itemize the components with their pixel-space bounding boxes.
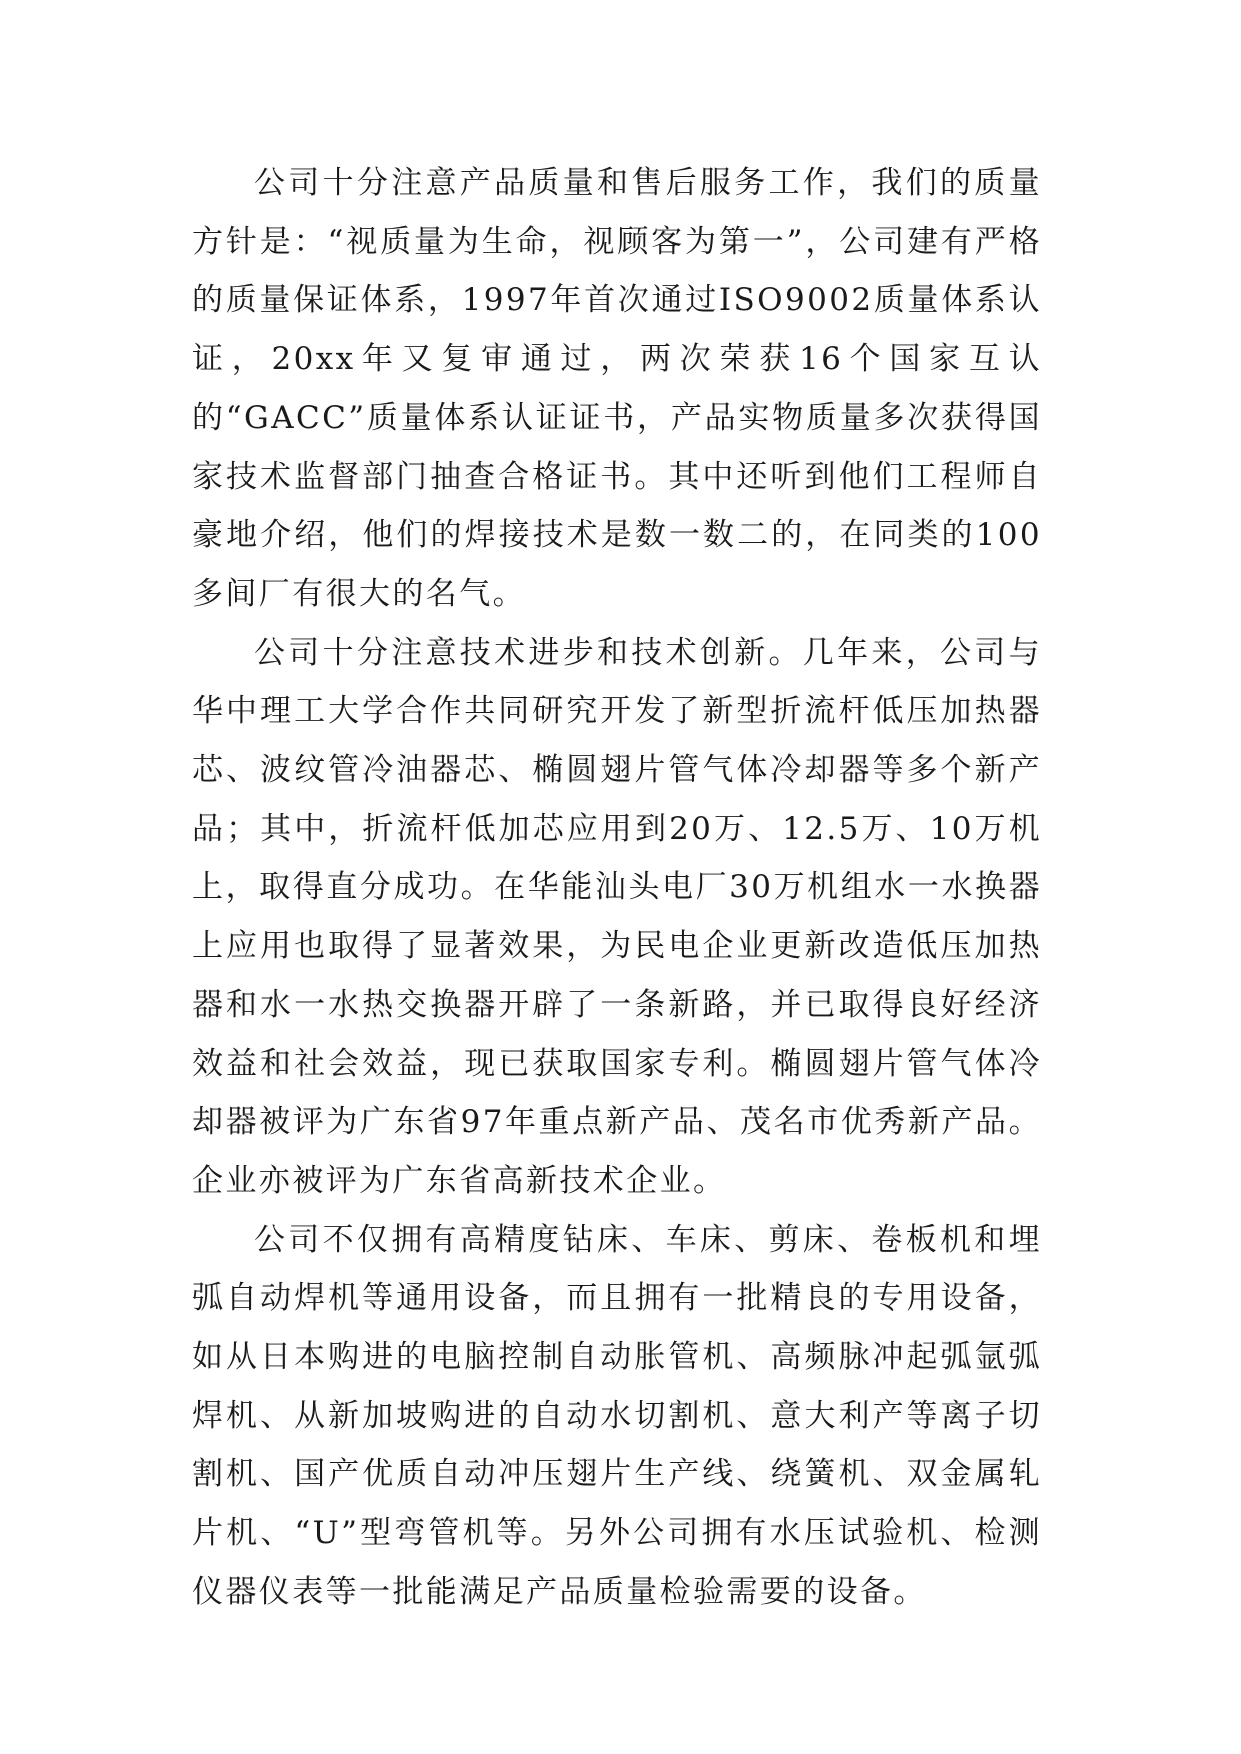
paragraph-quality: 公司十分注意产品质量和售后服务工作，我们的质量方针是：“视质量为生命，视顾客为第一”，公司建有严格的质量保证体系，1997年首次通过ISO9002质量体系认证，20xx年又复审通过，两次荣获16个国家互认的“GACC”质量体系认证证书，产品实物质量多次获得国家技术监督部门抽查合格证书。其中还听到他们工程师自豪地介绍，他们的焊接技术是数一数二的，在同类的100多间厂有很大的名气。 xyxy=(192,165,1042,612)
paragraph-innovation: 公司十分注意技术进步和技术创新。几年来，公司与华中理工大学合作共同研究开发了新型折流杆低压加热器芯、波纹管冷油器芯、椭圆翅片管气体冷却器等多个新产品；其中，折流杆低加芯应用到20万、12.5万、10万机上，取得直分成功。在华能汕头电厂30万机组水一水换器上应用也取得了显著效果，为民电企业更新改造低压加热器和水一水热交换器开辟了一条新路，并已取得良好经济效益和社会效益，现已获取国家专利。椭圆翅片管气体冷却器被评为广东省97年重点新产品、茂名市优秀新产品。企业亦被评为广东省高新技术企业。 xyxy=(192,634,1042,1199)
paragraph-equipment: 公司不仅拥有高精度钻床、车床、剪床、卷板机和埋弧自动焊机等通用设备，而且拥有一批精良的专用设备，如从日本购进的电脑控制自动胀管机、高频脉冲起弧氩弧焊机、从新加坡购进的自动水切割机、意大利产等离子切割机、国产优质自动冲压翅片生产线、绕簧机、双金属轧片机、“U”型弯管机等。另外公司拥有水压试验机、检测仪器仪表等一批能满足产品质量检验需要的设备。 xyxy=(192,1221,1042,1610)
document-body xyxy=(192,154,1042,1622)
